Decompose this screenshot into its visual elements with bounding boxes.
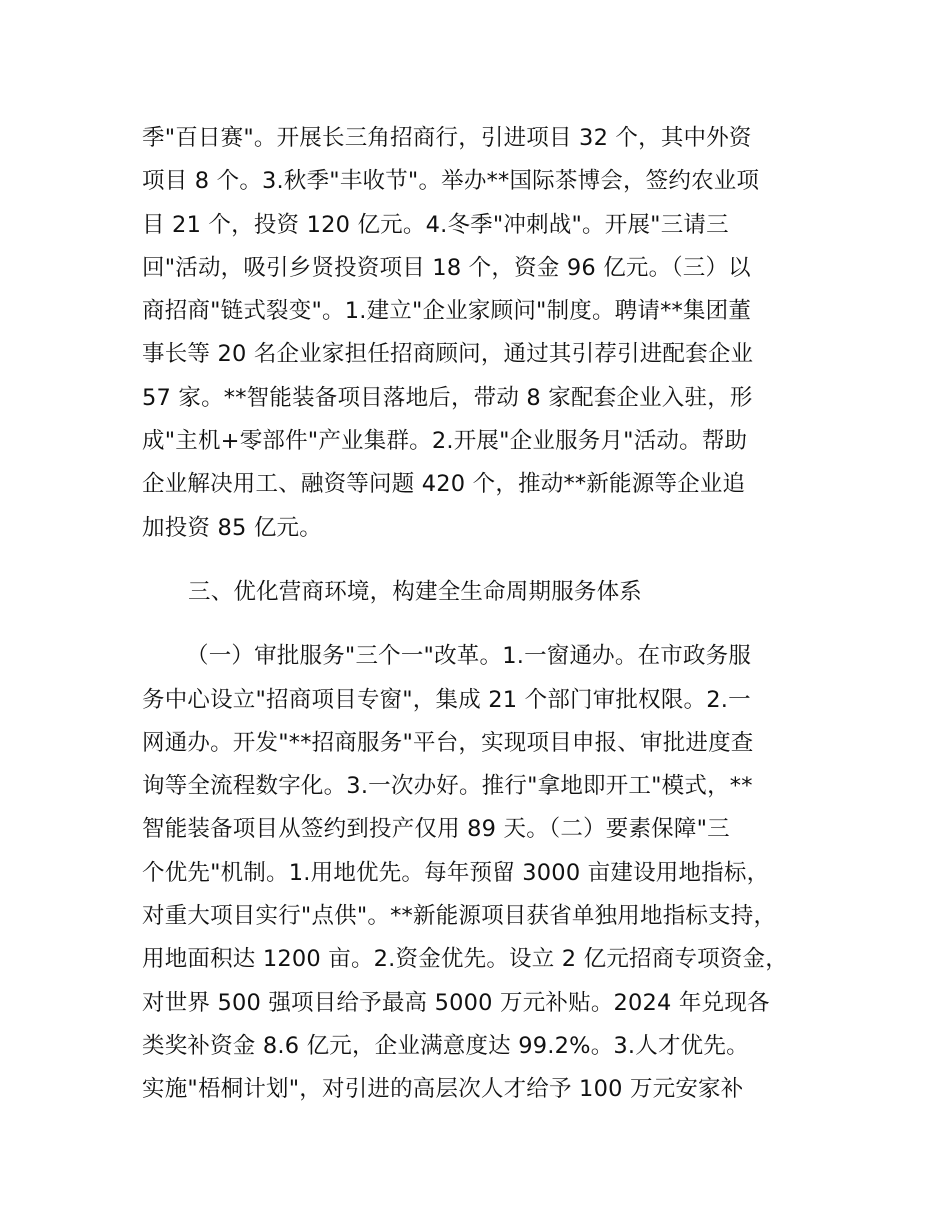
text-line: （一）审批服务"三个一"改革。1.一窗通办。在市政务服 [186, 643, 752, 670]
text-line: 用地面积达 1200 亩。2.资金优先。设立 2 亿元招商专项资金， [142, 946, 788, 973]
text-line: 询等全流程数字化。3.一次办好。推行"拿地即开工"模式，** [142, 773, 753, 800]
text-line: 实施"梧桐计划"，对引进的高层次人才给予 100 万元安家补 [142, 1076, 744, 1103]
text-line: 成"主机+零部件"产业集群。2.开展"企业服务月"活动。帮助 [142, 428, 748, 455]
text-line: 对世界 500 强项目给予最高 5000 万元补贴。2024 年兑现各 [142, 989, 770, 1016]
text-line: 务中心设立"招商项目专窗"，集成 21 个部门审批权限。2.一 [142, 686, 751, 713]
paragraph-gap [142, 550, 842, 571]
text-line: 事长等 20 名企业家担任招商顾问，通过其引荐引进配套企业 [142, 341, 754, 368]
text-line: 智能装备项目从签约到投产仅用 89 天。（二）要素保障"三 [142, 816, 730, 843]
text-line: 对重大项目实行"点供"。**新能源项目获省单独用地指标支持， [142, 903, 777, 930]
text-line: 个优先"机制。1.用地优先。每年预留 3000 亩建设用地指标， [142, 859, 770, 886]
text-line: 企业解决用工、融资等问题 420 个，推动**新能源等企业追 [142, 471, 746, 498]
text-line: 57 家。**智能装备项目落地后，带动 8 家配套企业入驻，形 [142, 384, 753, 411]
text-line: 类奖补资金 8.6 亿元，企业满意度达 99.2%。3.人才优先。 [142, 1032, 749, 1059]
text-line: 项目 8 个。3.秋季"丰收节"。举办**国际茶博会，签约农业项 [142, 168, 760, 195]
text-line: 季"百日赛"。开展长三角招商行，引进项目 32 个，其中外资 [142, 125, 752, 151]
text-line: 回"活动，吸引乡贤投资项目 18 个，资金 96 亿元。（三）以 [142, 254, 751, 281]
document-body [142, 117, 842, 1112]
section-heading: 三、优化营商环境，构建全生命周期服务体系 [188, 578, 643, 605]
text-line: 网通办。开发"**招商服务"平台，实现项目申报、审批进度查 [142, 729, 754, 756]
paragraph-gap [142, 614, 842, 635]
text-line: 加投资 85 亿元。 [142, 514, 322, 541]
text-line: 目 21 个，投资 120 亿元。4.冬季"冲刺战"。开展"三请三 [142, 211, 729, 238]
text-line: 商招商"链式裂变"。1.建立"企业家顾问"制度。聘请**集团董 [142, 298, 752, 325]
